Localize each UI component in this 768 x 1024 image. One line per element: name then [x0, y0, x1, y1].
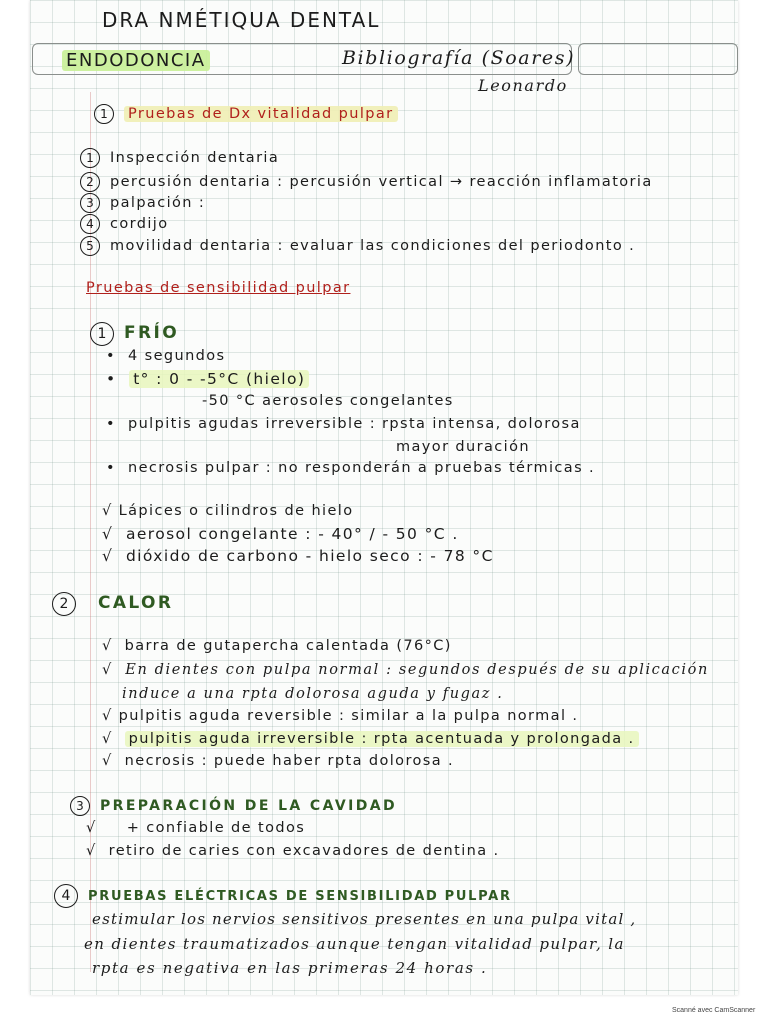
- frio-bullet: [106, 460, 595, 476]
- calor-check: [102, 753, 454, 769]
- electricas-title: PRUEBAS ELÉCTRICAS DE SENSIBILIDAD PULPAR: [88, 889, 512, 904]
- notebook-page: [30, 0, 738, 995]
- number-circle: 1: [80, 148, 100, 168]
- calor-check-text: pulpitis aguda reversible : similar a la pulpa normal .: [118, 708, 579, 724]
- electricas-heading: [54, 884, 512, 908]
- frio-check-text: dióxido de carbono - hielo seco : - 78 °C: [125, 547, 494, 565]
- check-mark: √: [102, 525, 114, 543]
- bullet-mark: •: [106, 370, 117, 388]
- frio-heading: [90, 322, 179, 346]
- calor-check-text: barra de gutapercha calentada (76°C): [124, 638, 452, 654]
- frio-bullet: [106, 416, 581, 432]
- calor-check: [102, 731, 639, 747]
- electricas-line: en dientes traumatizados aunque tengan vitalidad pulpar, la: [84, 935, 625, 953]
- dx-item: [80, 193, 205, 213]
- calor-heading: [52, 592, 173, 616]
- section-dx-title: Pruebas de Dx vitalidad pulpar: [124, 106, 398, 122]
- frio-bullet-text: necrosis pulpar : no responderán a pruebas térmicas .: [127, 460, 596, 476]
- frio-subline: -50 °C aerosoles congelantes: [202, 393, 454, 409]
- number-circle: 2: [80, 172, 100, 192]
- author-label: Leonardo: [478, 76, 568, 95]
- cavidad-check: [86, 820, 305, 836]
- check-mark: √: [102, 753, 113, 769]
- calor-check-text: pulpitis aguda irreversible : rpta acentuada y prolongada .: [125, 731, 639, 747]
- subject-label: ENDODONCIA: [62, 50, 210, 71]
- frio-title: FRÍO: [124, 323, 180, 343]
- dx-item-text: movilidad dentaria : evaluar las condiciones del periodonto .: [110, 238, 636, 254]
- dx-item-text: Inspección dentaria: [110, 150, 280, 166]
- frio-bullet-text: 4 segundos: [127, 348, 226, 364]
- number-circle: 1: [94, 104, 114, 124]
- cavidad-check-text: retiro de caries con excavadores de dentina .: [108, 843, 500, 859]
- calor-check: [102, 708, 578, 724]
- check-mark: √: [102, 547, 114, 565]
- frio-check: [102, 503, 354, 519]
- bullet-mark: •: [106, 348, 116, 364]
- number-circle: 3: [70, 796, 90, 816]
- check-mark: √: [102, 662, 113, 678]
- check-mark: √: [102, 731, 113, 747]
- cavidad-title: PREPARACIÓN DE LA CAVIDAD: [100, 798, 397, 814]
- section-dx-heading: [94, 104, 398, 124]
- number-circle: 4: [54, 884, 78, 908]
- dx-item-text: palpación :: [110, 195, 206, 211]
- calor-check: [102, 662, 709, 678]
- calor-check: [102, 638, 452, 654]
- electricas-line: estimular los nervios sensitivos presentes en una pulpa vital ,: [92, 910, 637, 928]
- number-circle: 3: [80, 193, 100, 213]
- frio-check-text: Lápices o cilindros de hielo: [118, 503, 354, 519]
- cavidad-heading: [70, 796, 397, 816]
- number-circle: 2: [52, 592, 76, 616]
- dx-item: [80, 148, 279, 168]
- frio-subline: mayor duración: [396, 439, 530, 455]
- calor-title: CALOR: [98, 593, 174, 613]
- frio-bullet-text: t° : 0 - -5°C (hielo): [129, 370, 309, 388]
- bullet-mark: •: [106, 416, 116, 432]
- dx-item-text: cordijo: [110, 216, 169, 232]
- calor-check-continuation: induce a una rpta dolorosa aguda y fugaz .: [122, 686, 504, 702]
- check-mark: √: [102, 503, 113, 519]
- dx-item: [80, 236, 635, 256]
- doctor-title: DRA NMÉTIQUA DENTAL: [102, 8, 381, 32]
- dx-item: [80, 214, 168, 234]
- frio-bullet: [106, 348, 226, 364]
- frio-bullet-text: pulpitis agudas irreversible : rpsta intensa, dolorosa: [127, 416, 581, 432]
- calor-check-text: necrosis : puede haber rpta dolorosa .: [124, 753, 455, 769]
- electricas-line: rpta es negativa en las primeras 24 horas .: [92, 959, 488, 977]
- check-mark: √: [102, 708, 113, 724]
- sensitivity-title: Pruebas de sensibilidad pulpar: [86, 280, 351, 296]
- check-mark: √: [102, 638, 113, 654]
- dx-item-text: percusión dentaria : percusión vertical → reacción inflamatoria: [110, 174, 653, 190]
- dx-item: [80, 172, 653, 192]
- frio-check: [102, 547, 494, 565]
- number-circle: 1: [90, 322, 114, 346]
- frio-check-text: aerosol congelante : - 40° / - 50 °C .: [125, 525, 459, 543]
- cavidad-check: [86, 843, 500, 859]
- number-circle: 5: [80, 236, 100, 256]
- check-mark: √: [86, 820, 97, 836]
- bibliography-label: Bibliografía (Soares): [342, 47, 576, 69]
- frio-bullet: [106, 370, 309, 388]
- cavidad-check-text: + confiable de todos: [126, 820, 306, 836]
- frio-check: [102, 525, 459, 543]
- calor-check-text: En dientes con pulpa normal : segundos después de su aplicación: [125, 662, 709, 678]
- check-mark: √: [86, 843, 97, 859]
- header-box-right: [578, 43, 738, 75]
- bullet-mark: •: [106, 460, 116, 476]
- scanner-watermark: Scanné avec CamScanner: [672, 1007, 756, 1014]
- number-circle: 4: [80, 214, 100, 234]
